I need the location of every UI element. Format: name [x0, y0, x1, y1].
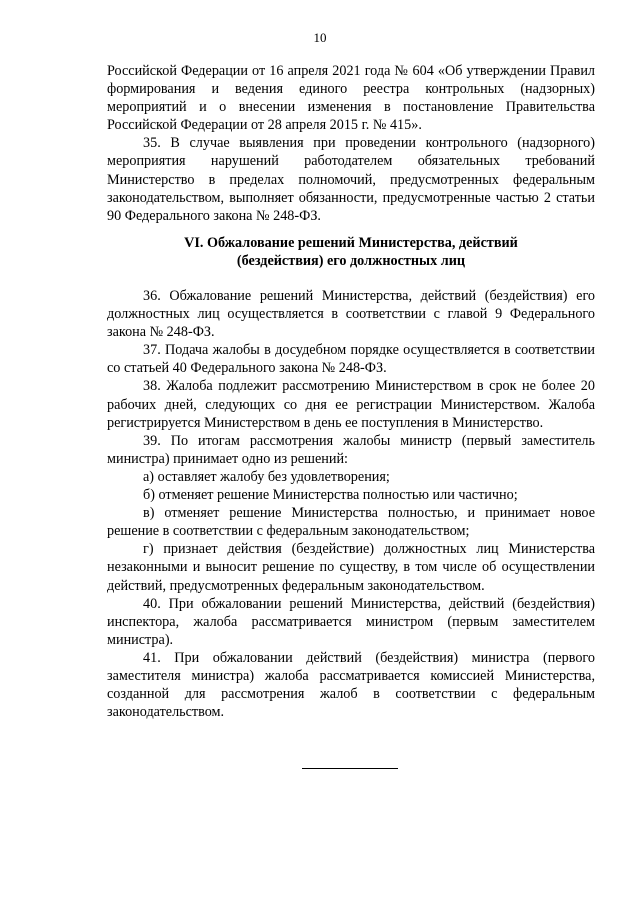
paragraph-39-item-b: б) отменяет решение Министерства полностью или частично; — [143, 487, 518, 504]
paragraph-35: 35. В случае выявления при проведении контрольного (надзорного) мероприятия нарушений работодателем обязательных требований Министерство в пределах полномочий, предусмотренных федеральным законодательством, выполняет обязанности, предусмотренные частью 2 статьи 90 Федерального закона № 248-ФЗ. — [107, 135, 595, 224]
paragraph-39-item-g: г) признает действия (бездействие) должностных лиц Министерства незаконными и выносит решение по существу, в том числе об осуществлении действий, предусмотренных федеральным законодательством. — [107, 541, 595, 594]
paragraph-36: 36. Обжалование решений Министерства, действий (бездействия) его должностных лиц осуществляется в соответствии с главой 9 Федерального закона № 248-ФЗ. — [107, 288, 595, 341]
paragraph-39-item-a: а) оставляет жалобу без удовлетворения; — [143, 468, 390, 485]
section-heading — [107, 234, 595, 270]
paragraph-39: 39. По итогам рассмотрения жалобы министр (первый заместитель министра) принимает одно из решений: — [107, 432, 595, 467]
end-divider-line — [302, 768, 398, 769]
paragraph-continuation: Российской Федерации от 16 апреля 2021 года № 604 «Об утверждении Правил формирования и ведения единого реестра контрольных (надзорных) мероприятий и о внесении изменения в постановление Правительства Российской Федерации от 28 апреля 2015 г. № 415». — [107, 63, 595, 134]
section-text-block — [107, 287, 595, 721]
paragraph-40: 40. При обжаловании решений Министерства, действий (бездействия) инспектора, жалоба рассматривается министром (первым заместителем министра). — [107, 595, 595, 648]
section-heading-line-1: VI. Обжалование решений Министерства, действий — [184, 235, 518, 251]
paragraph-37: 37. Подача жалобы в досудебном порядке осуществляется в соответствии со статьей 40 Федерального закона № 248-ФЗ. — [107, 342, 595, 377]
top-text-block — [107, 62, 595, 225]
paragraph-41: 41. При обжаловании действий (бездействия) министра (первого заместителя министра) жалоба рассматривается комиссией Министерства, созданной для рассмотрения жалоб в соответствии с федеральным законодательством. — [107, 649, 595, 721]
paragraph-38: 38. Жалоба подлежит рассмотрению Министерством в срок не более 20 рабочих дней, следующих со дня ее регистрации Министерством. Жалоба регистрируется Министерством в день ее поступления в Министерство. — [107, 378, 595, 431]
section-heading-line-2: (бездействия) его должностных лиц — [236, 253, 466, 269]
paragraph-39-item-v: в) отменяет решение Министерства полностью, и принимает новое решение в соответствии с федеральным законодательством; — [107, 505, 595, 540]
page-number: 10 — [313, 30, 327, 45]
